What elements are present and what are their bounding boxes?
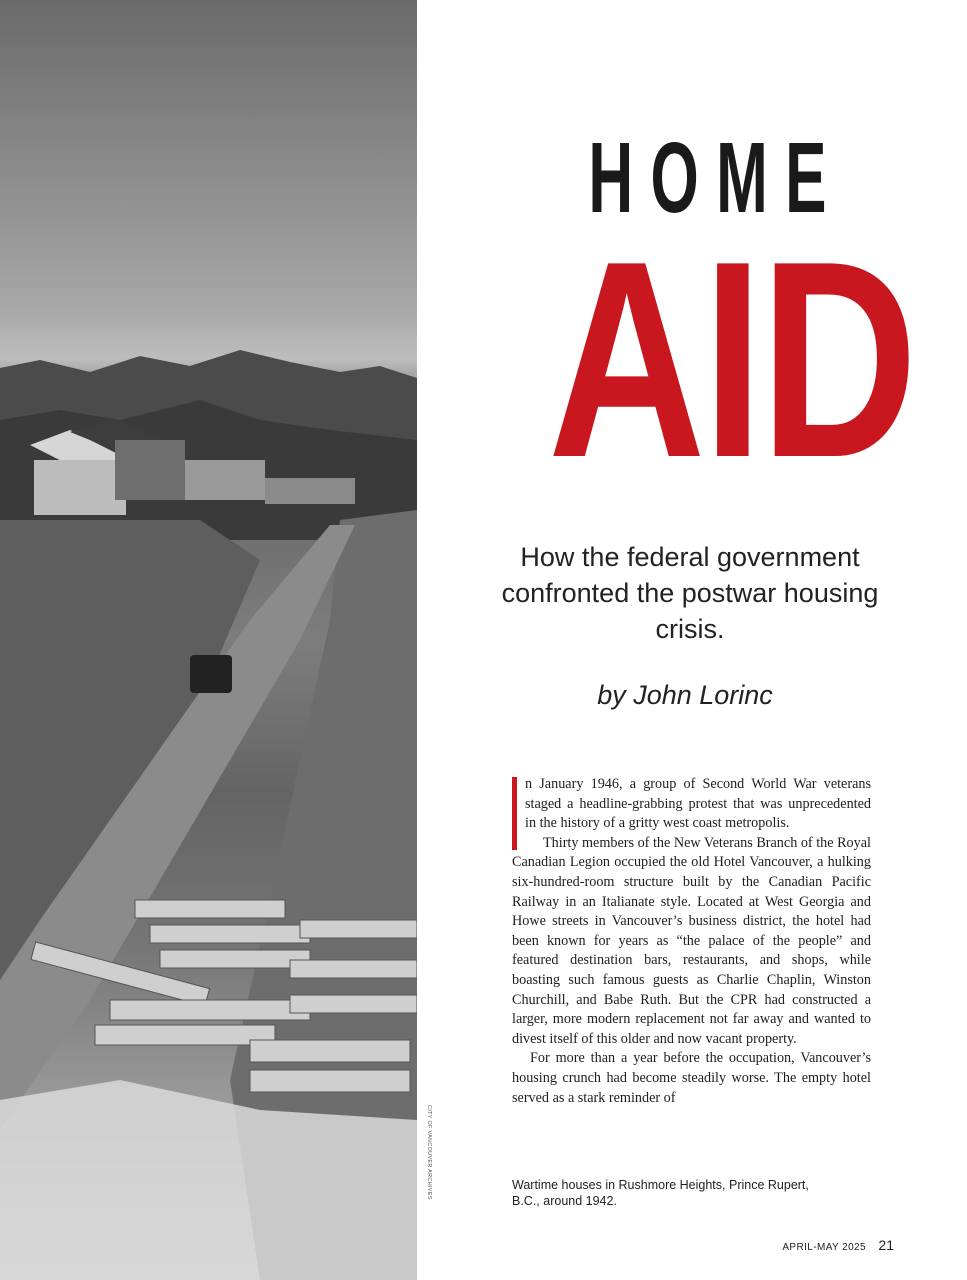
article-body (512, 775, 871, 1147)
title-home: HOME (588, 122, 844, 234)
paragraph-1: n January 1946, a group of Second World War veterans staged a headline-grabbing protest that was unprecedented in the history of a gritty west coast metropolis. (525, 776, 871, 832)
photo-scene (0, 0, 417, 1280)
issue-date: APRIL-MAY 2025 (782, 1242, 866, 1253)
car (190, 655, 232, 693)
dropcap-letter (512, 777, 517, 850)
house-wall (185, 460, 265, 500)
page-folio (782, 1237, 894, 1255)
title-aid: AID (547, 204, 915, 516)
paragraph-2: Thirty members of the New Veterans Branch of the Royal Canadian Legion occupied the old Hotel Vancouver, a hulking six-hundred-room structure built by the Canadian Pacific Railway in an Italianate style. Located at West Georgia and Howe streets in Vancouver’s business district, the hotel had been known for years as “the palace of the people” and featured destination bars, restaurants, and shops, while boasting such famous guests as Charlie Chaplin, Winston Churchill, and Babe Ruth. But the CPR had constructed a larger, more modern replacement not far away and wanted to divest itself of this older and now vacant property. (512, 834, 871, 1047)
photo-credit: CITY OF VANCOUVER ARCHIVES (426, 1105, 432, 1200)
house-wall (265, 478, 355, 504)
article-deck: How the federal government confronted the postwar housing crisis. (501, 542, 879, 644)
paragraph-3: For more than a year before the occupation, Vancouver’s housing crunch had become steadily worse. The empty hotel served as a stark reminder of (512, 1050, 871, 1106)
house-wall (34, 460, 126, 515)
page-number: 21 (878, 1237, 894, 1253)
photo-caption: Wartime houses in Rushmore Heights, Prince Rupert, B.C., around 1942. (512, 1178, 809, 1208)
house-wall (115, 440, 185, 500)
archival-photo (0, 0, 417, 1280)
article-byline: by John Lorinc (597, 680, 773, 710)
